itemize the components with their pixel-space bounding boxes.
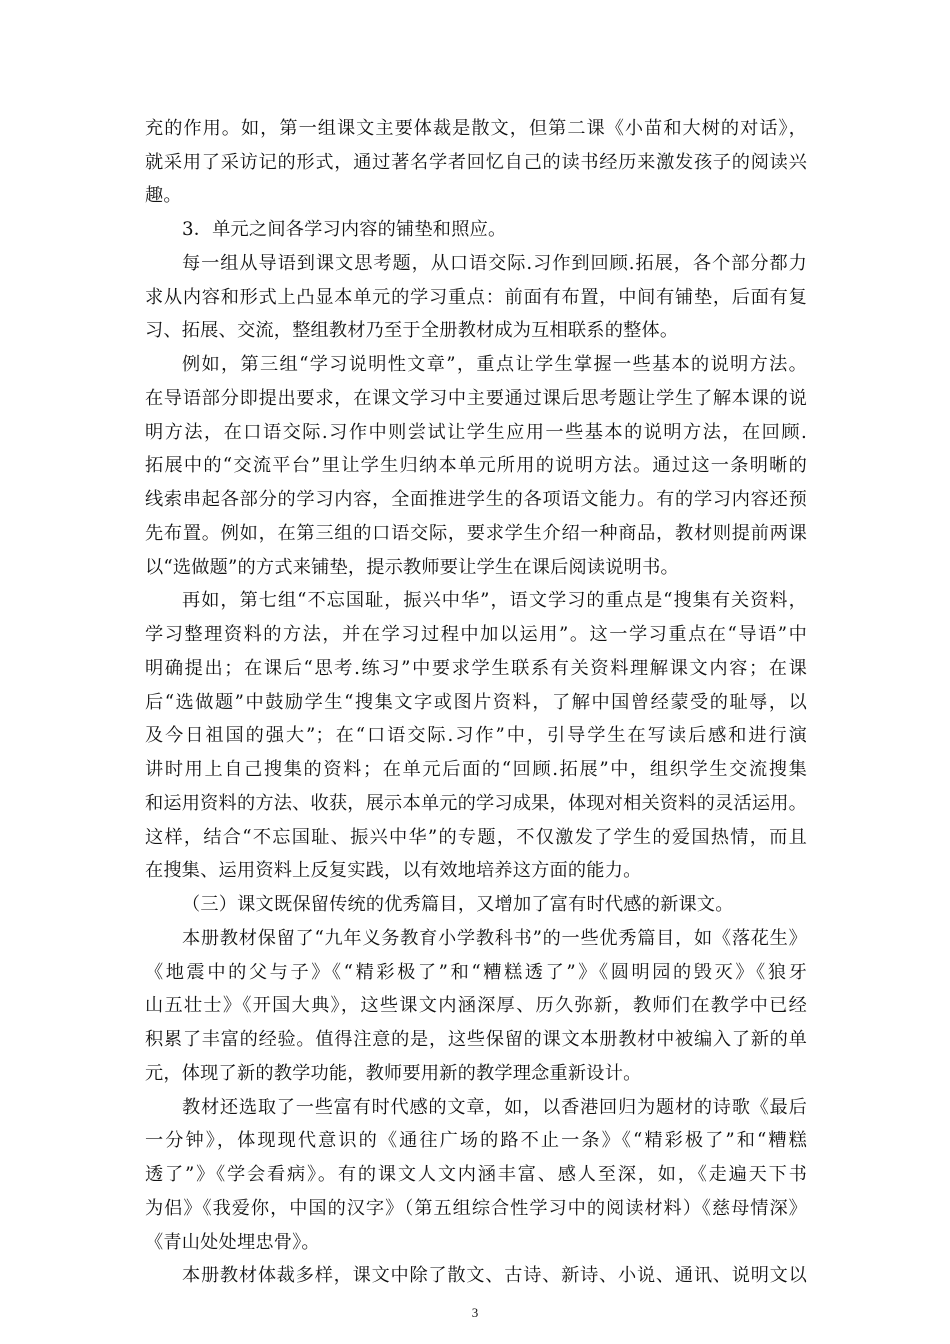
text-line: 《地震中的父与子》《“精彩极了”和“糟糕透了”》《圆明园的毁灭》《狼牙: [145, 962, 807, 983]
text-line: 每一组从导语到课文思考题，从口语交际.习作到回顾.拓展，各个部分都力: [182, 253, 807, 274]
text-line: 学习整理资料的方法，并在学习过程中加以运用”。这一学习重点在“导语”中: [145, 624, 807, 645]
text-line: 趣。: [145, 185, 182, 206]
text-line: 求从内容和形式上凸显本单元的学习重点：前面有布置，中间有铺垫，后面有复: [145, 287, 807, 308]
text-line: 一分钟》，体现现代意识的《通往广场的路不止一条》《“精彩极了”和“糟糕: [145, 1130, 807, 1151]
text-line: 在导语部分即提出要求，在课文学习中主要通过课后思考题让学生了解本课的说: [145, 388, 807, 409]
text-line: 教材还选取了一些富有时代感的文章，如，以香港回归为题材的诗歌《最后: [182, 1097, 807, 1118]
text-line: 本册教材体裁多样，课文中除了散文、古诗、新诗、小说、通讯、说明文以: [182, 1265, 807, 1286]
text-line: 以“选做题”的方式来铺垫，提示教师要让学生在课后阅读说明书。: [145, 557, 679, 578]
text-line: 讲时用上自己搜集的资料；在单元后面的“回顾.拓展”中，组织学生交流搜集: [145, 759, 807, 780]
text-line: 透了”》《学会看病》。有的课文人文内涵丰富、感人至深，如，《走遍天下书: [145, 1164, 807, 1185]
text-line: 后“选做题”中鼓励学生“搜集文字或图片资料，了解中国曾经蒙受的耻辱，以: [145, 692, 807, 713]
text-line: 再如，第七组“不忘国耻，振兴中华”，语文学习的重点是“搜集有关资料，: [182, 590, 807, 611]
text-line: 充的作用。如，第一组课文主要体裁是散文，但第二课《小苗和大树的对话》，: [145, 118, 807, 139]
text-line: 积累了丰富的经验。值得注意的是，这些保留的课文本册教材中被编入了新的单: [145, 1029, 807, 1050]
text-line: 习、拓展、交流，整组教材乃至于全册教材成为互相联系的整体。: [145, 320, 679, 341]
text-line: 拓展中的“交流平台”里让学生归纳本单元所用的说明方法。通过这一条明晰的: [145, 455, 807, 476]
text-line: 和运用资料的方法、收获，展示本单元的学习成果，体现对相关资料的灵活运用。: [145, 793, 807, 814]
text-line: 明确提出；在课后“思考.练习”中要求学生联系有关资料理解课文内容；在课: [145, 658, 807, 679]
text-line: 《青山处处埋忠骨》。: [145, 1232, 320, 1253]
text-line: 线索串起各部分的学习内容，全面推进学生的各项语文能力。有的学习内容还预: [145, 489, 807, 510]
text-line: 在搜集、运用资料上反复实践，以有效地培养这方面的能力。: [145, 860, 642, 881]
text-line: 这样，结合“不忘国耻、振兴中华”的专题，不仅激发了学生的爱国热情，而且: [145, 827, 807, 848]
text-line: 明方法，在口语交际.习作中则尝试让学生应用一些基本的说明方法，在回顾.: [145, 422, 807, 443]
text-line: 先布置。例如，在第三组的口语交际，要求学生介绍一种商品，教材则提前两课: [145, 523, 807, 544]
text-line: 本册教材保留了“九年义务教育小学教科书”的一些优秀篇目，如《落花生》: [182, 928, 807, 949]
page-number: 3: [471, 1305, 479, 1320]
text-line: 例如，第三组“学习说明性文章”，重点让学生掌握一些基本的说明方法。: [182, 354, 807, 375]
section-heading: 3．单元之间各学习内容的铺垫和照应。: [182, 219, 507, 240]
text-line: 就采用了采访记的形式，通过著名学者回忆自己的读书经历来激发孩子的阅读兴: [145, 152, 807, 173]
text-line: 为侣》《我爱你，中国的汉字》（第五组综合性学习中的阅读材料）《慈母情深》: [145, 1198, 807, 1219]
section-heading: （三）课文既保留传统的优秀篇目，又增加了富有时代感的新课文。: [182, 894, 734, 915]
text-line: 元，体现了新的教学功能，教师要用新的教学理念重新设计。: [145, 1063, 642, 1084]
text-line: 山五壮士》《开国大典》，这些课文内涵深厚、历久弥新，教师们在教学中已经: [145, 995, 807, 1016]
text-line: 及今日祖国的强大”；在“口语交际.习作”中，引导学生在写读后感和进行演: [145, 725, 807, 746]
